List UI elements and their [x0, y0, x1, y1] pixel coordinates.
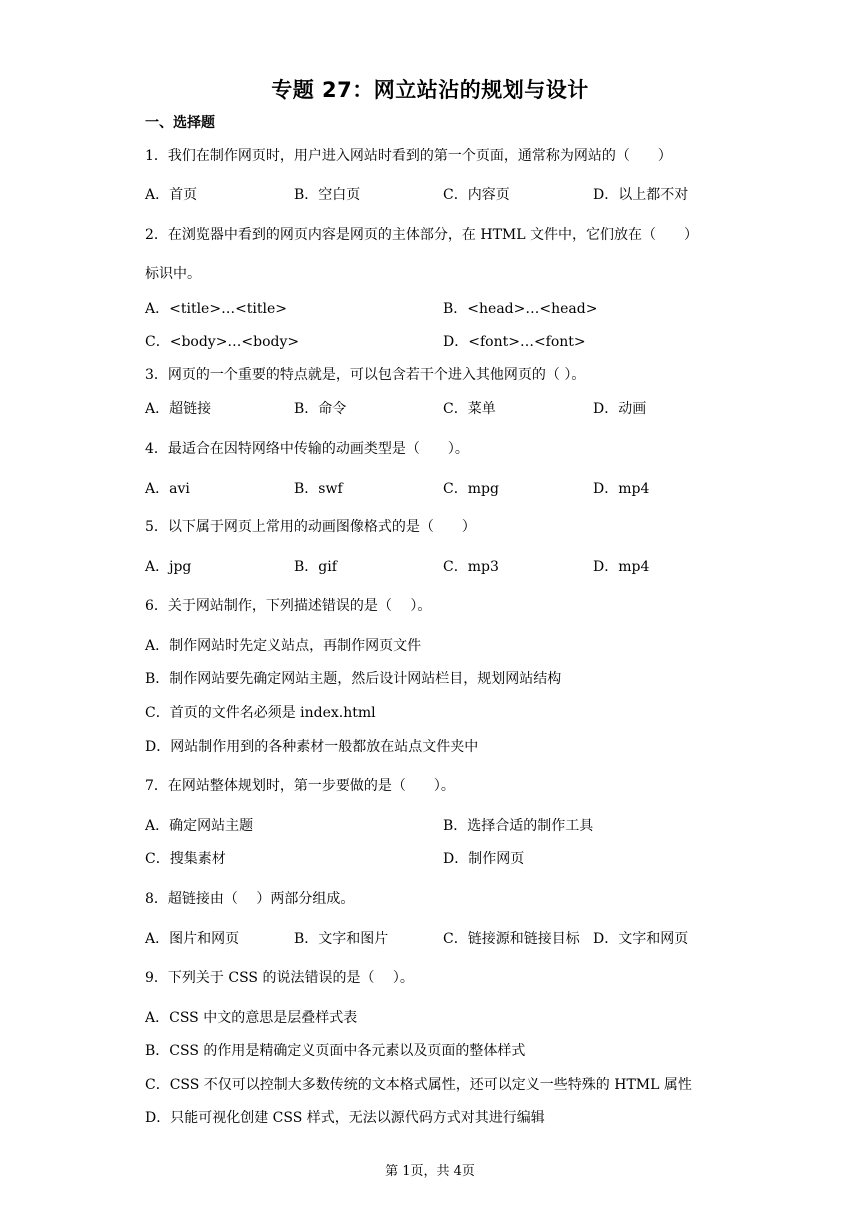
question-9-option-d: D．只能可视化创建 CSS 样式，无法以源代码方式对其进行编辑	[145, 1110, 545, 1126]
question-7-option-c: C．搜集素材	[145, 851, 226, 867]
page-title: 专题 27：网立站沾的规划与设计	[271, 78, 589, 102]
question-9-option-b: B．CSS 的作用是精确定义页面中各元素以及页面的整体样式	[145, 1043, 526, 1059]
question-5-option-c: C．mp3	[443, 559, 499, 575]
question-4-stem: 4．最适合在因特网络中传输的动画类型是（ ）。	[145, 441, 469, 457]
question-2-option-b: B．<head>…<head>	[443, 301, 598, 317]
question-1-option-d: D．以上都不对	[593, 187, 689, 203]
question-6-stem: 6．关于网站制作，下列描述错误的是（ ）。	[145, 598, 432, 614]
question-8-option-c: C．链接源和链接目标	[443, 931, 580, 947]
question-6-option-c: C．首页的文件名必须是 index.html	[145, 705, 376, 721]
page-footer: 第 1页，共 4页	[385, 1164, 475, 1179]
question-8-option-b: B．文字和图片	[294, 931, 389, 947]
question-1-option-a: A．首页	[145, 187, 198, 203]
question-8-stem: 8．超链接由（ ）两部分组成。	[145, 891, 355, 907]
question-1-option-c: C．内容页	[443, 187, 510, 203]
question-2-option-c: C．<body>…<body>	[145, 334, 300, 350]
question-8-option-d: D．文字和网页	[593, 931, 689, 947]
question-9-option-a: A．CSS 中文的意思是层叠样式表	[145, 1010, 358, 1026]
question-4-option-c: C．mpg	[443, 481, 499, 497]
question-1-stem: 1．我们在制作网页时，用户进入网站时看到的第一个页面，通常称为网站的（ ）	[145, 148, 672, 164]
question-7-stem: 7．在网站整体规划时，第一步要做的是（ ）。	[145, 778, 455, 794]
question-2-option-a: A．<title>…<title>	[145, 301, 288, 317]
question-9-stem: 9．下列关于 CSS 的说法错误的是（ ）。	[145, 970, 414, 986]
question-4-option-d: D．mp4	[593, 481, 650, 497]
question-9-option-c: C．CSS 不仅可以控制大多数传统的文本格式属性，还可以定义一些特殊的 HTML 属性	[145, 1077, 692, 1093]
question-6-option-a: A．制作网站时先定义站点，再制作网页文件	[145, 638, 422, 654]
section-heading: 一、选择题	[145, 115, 215, 131]
question-3-option-b: B．命令	[294, 401, 347, 417]
question-2-stem: 2．在浏览器中看到的网页内容是网页的主体部分，在 HTML 文件中，它们放在（ ）	[145, 227, 698, 243]
question-3-option-d: D．动画	[593, 401, 647, 417]
question-1-option-b: B．空白页	[294, 187, 361, 203]
question-6-option-d: D．网站制作用到的各种素材一般都放在站点文件夹中	[145, 739, 479, 755]
question-5-option-d: D．mp4	[593, 559, 650, 575]
question-6-option-b: B．制作网站要先确定网站主题，然后设计网站栏目，规划网站结构	[145, 671, 562, 687]
question-5-stem: 5．以下属于网页上常用的动画图像格式的是（ ）	[145, 519, 476, 535]
question-5-option-a: A．jpg	[145, 559, 192, 575]
question-5-option-b: B．gif	[294, 559, 337, 575]
question-3-option-c: C．菜单	[443, 401, 496, 417]
question-2-stem-continued: 标识中。	[145, 266, 201, 282]
question-4-option-b: B．swf	[294, 481, 343, 497]
question-8-option-a: A．图片和网页	[145, 931, 240, 947]
question-7-option-a: A．确定网站主题	[145, 818, 254, 834]
question-3-stem: 3．网页的一个重要的特点就是，可以包含若干个进入其他网页的（ ）。	[145, 367, 586, 383]
question-7-option-d: D．制作网页	[443, 851, 525, 867]
question-3-option-a: A．超链接	[145, 401, 212, 417]
question-7-option-b: B．选择合适的制作工具	[443, 818, 594, 834]
question-2-option-d: D．<font>…<font>	[443, 334, 586, 350]
question-4-option-a: A．avi	[145, 481, 190, 497]
